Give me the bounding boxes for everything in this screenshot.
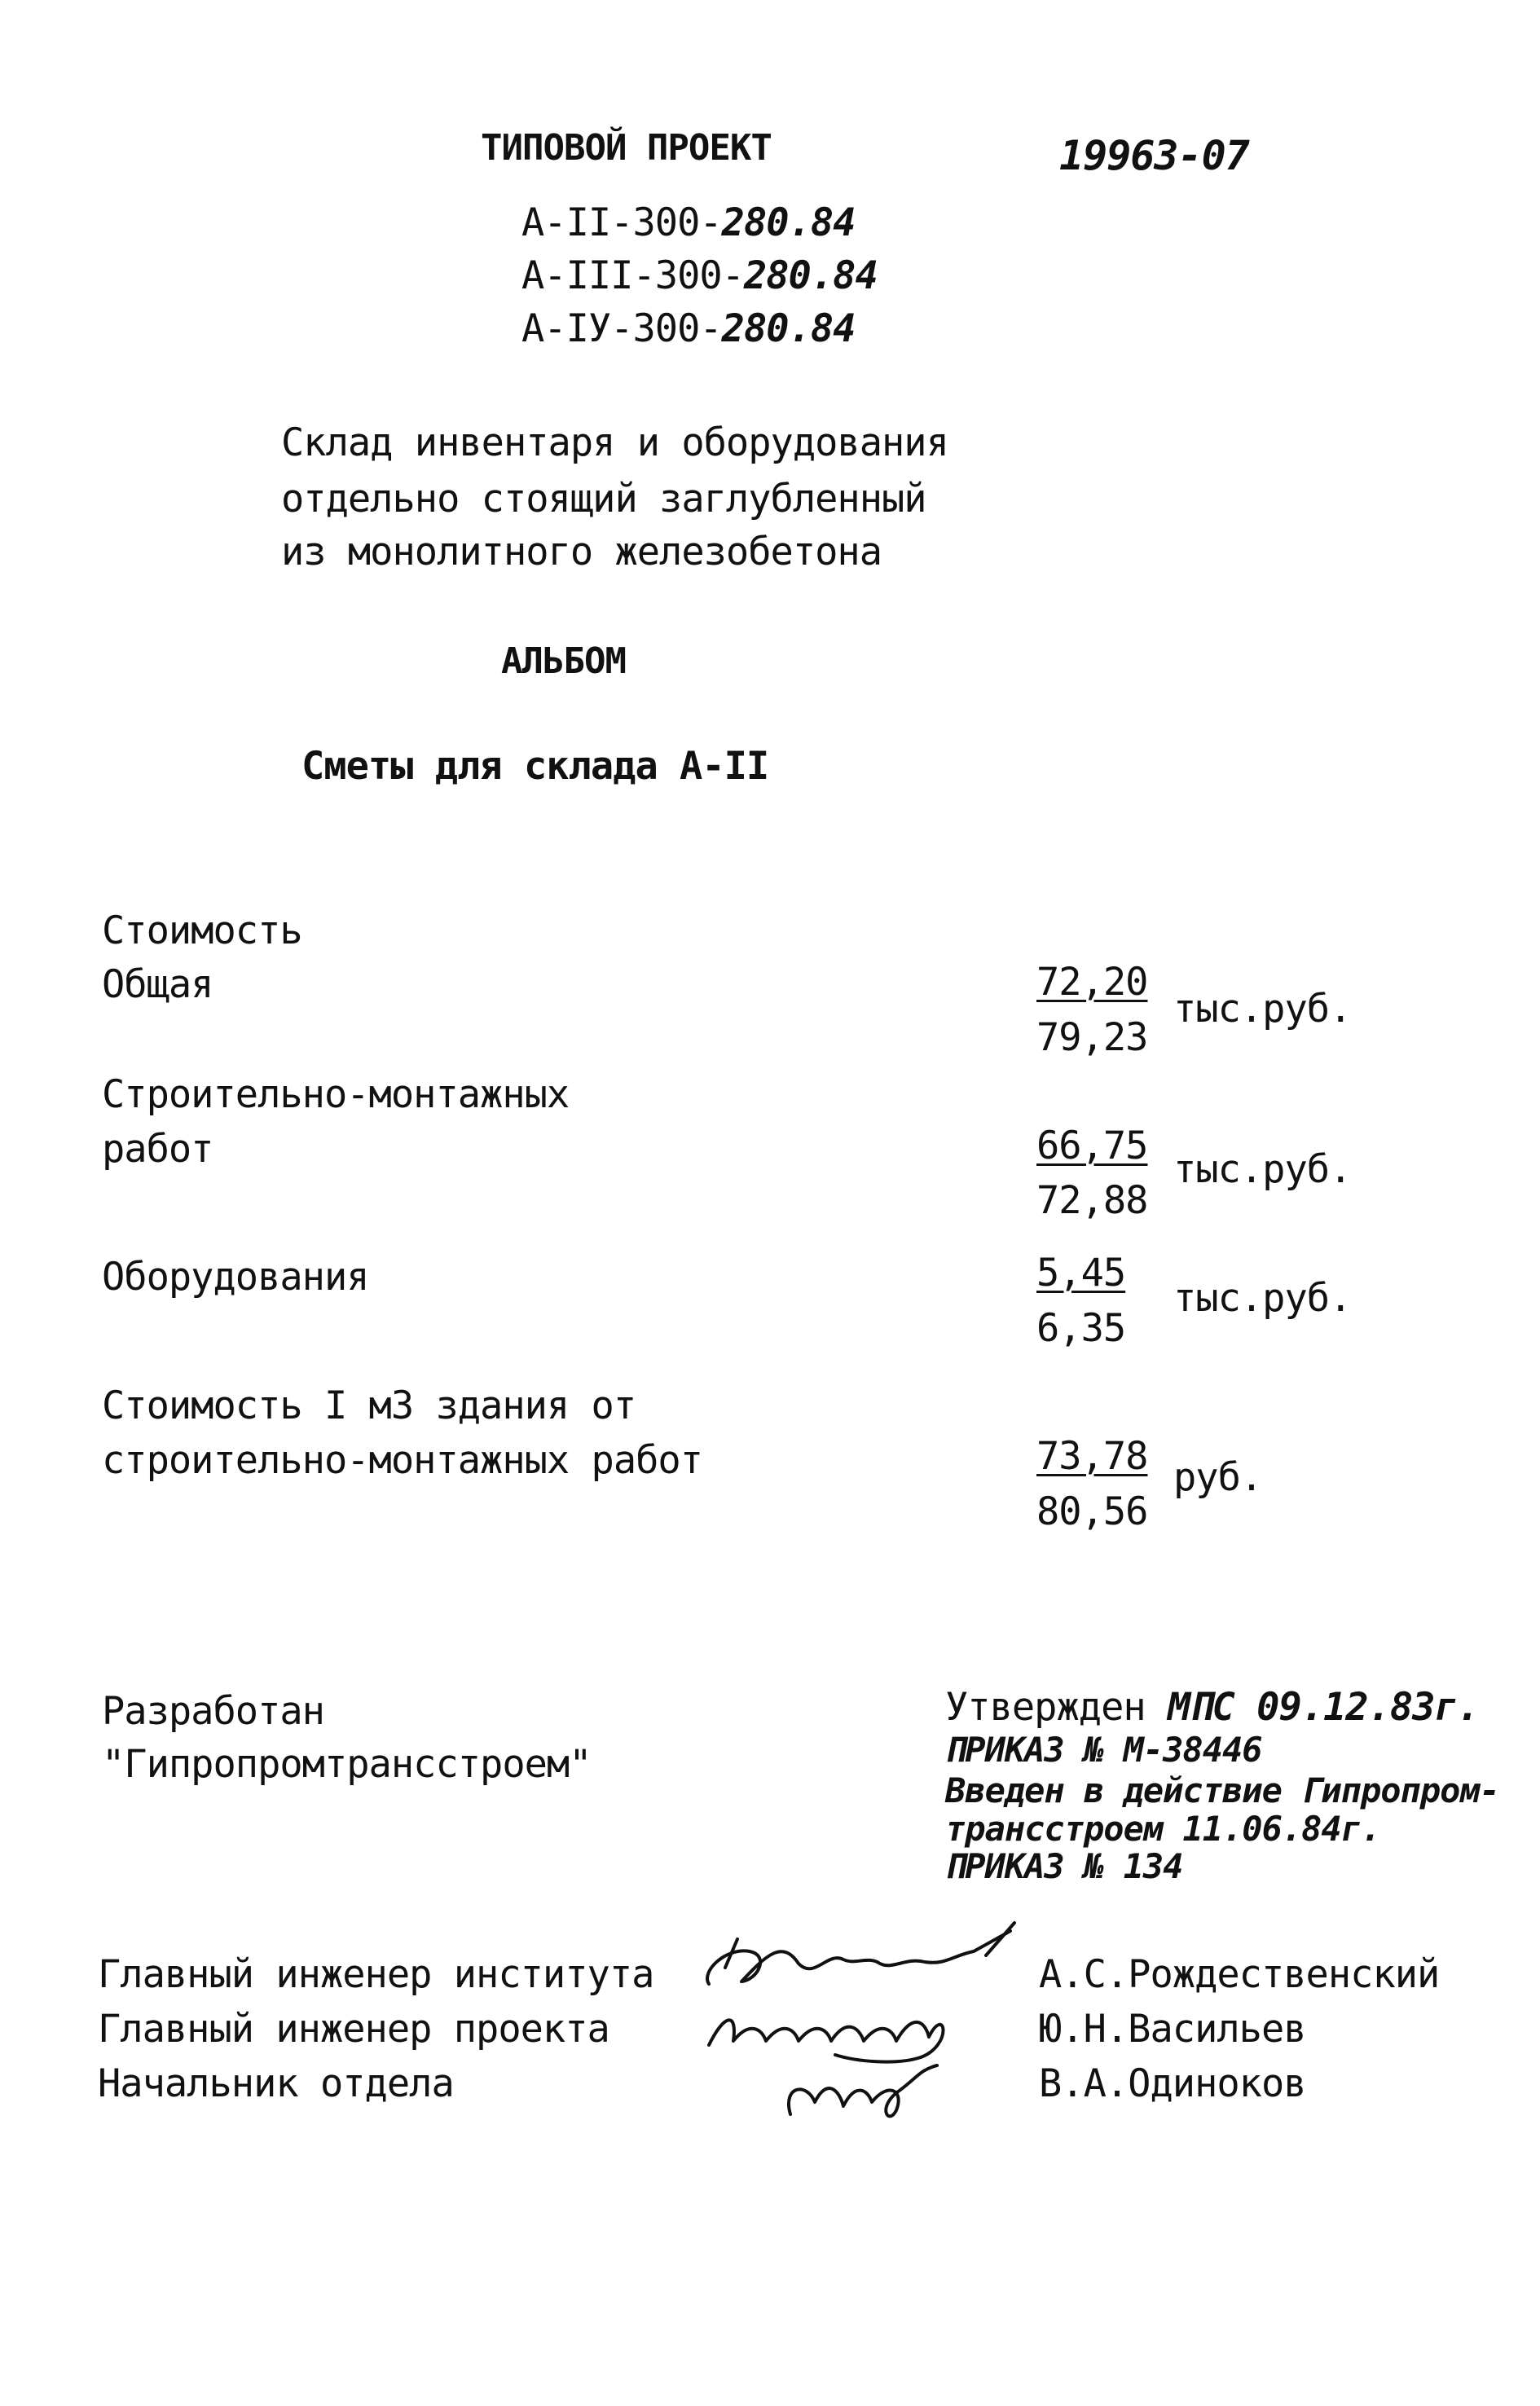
project-code [521,255,878,297]
project-code-suffix: 280.84 [721,200,856,245]
approval-line [945,1687,1479,1729]
project-code-prefix: А-IУ-300- [521,306,722,351]
approval-line: ПРИКАЗ № 134 [945,1846,1183,1886]
project-code-prefix: А-III-300- [521,253,744,298]
cost-heading: Стоимость [102,908,302,953]
cost-label: работ [102,1127,213,1172]
developer-label: Разработан [102,1689,324,1734]
description-line: отдельно стоящий заглубленный [281,477,926,521]
signatory-position: Главный инженер института [98,1952,654,1997]
project-code [521,202,855,244]
cost-denominator: 72,88 [1036,1178,1148,1223]
description-line: Склад инвентаря и оборудования [281,420,948,465]
cost-label: Общая [102,962,213,1007]
cost-label: строительно-монтажных работ [102,1438,703,1483]
approval-line: Введен в действие Гипропром- [945,1770,1500,1810]
cost-label: Строительно-монтажных [102,1072,570,1117]
signatory-position: Главный инженер проекта [98,2007,609,2052]
cost-denominator: 79,23 [1036,1015,1148,1060]
cost-label: Оборудования [102,1255,369,1300]
approval-line: трансстроем 11.06.84г. [945,1809,1381,1849]
cost-numerator: 72,20 [1036,960,1148,1005]
cost-denominator: 6,35 [1036,1306,1126,1351]
developer-name: "Гипропромтрансстроем" [102,1742,592,1787]
cost-label: Стоимость I м3 здания от [102,1383,636,1428]
cost-unit: тыс.руб. [1173,1147,1352,1192]
signatory-name: Ю.Н.Васильев [1039,2007,1306,2052]
cost-unit: тыс.руб. [1173,1276,1352,1321]
project-code-prefix: А-II-300- [521,200,722,245]
project-code-suffix: 280.84 [743,253,878,298]
signatory-position: Начальник отдела [98,2061,454,2106]
cost-unit: руб. [1173,1455,1263,1500]
signatory-name: В.А.Одиноков [1039,2061,1306,2106]
cost-numerator: 66,75 [1036,1124,1148,1168]
approval-label: Утвержден [945,1685,1146,1730]
approval-line: ПРИКАЗ № М-38446 [945,1730,1262,1770]
signatures-image [693,1907,1035,2135]
cost-unit: тыс.руб. [1173,987,1352,1031]
description-line: из монолитного железобетона [281,530,882,574]
cost-numerator: 5,45 [1036,1251,1126,1295]
document-title: ТИПОВОЙ ПРОЕКТ [481,127,772,169]
album-subtitle: Сметы для склада А-II [301,744,769,789]
album-label: АЛЬБОМ [501,640,626,682]
signatory-name: А.С.Рождественский [1039,1952,1440,1997]
document-number: 19963-07 [1059,132,1249,179]
approval-value: МПС 09.12.83г. [1167,1685,1480,1730]
project-code [521,308,855,350]
cost-numerator: 73,78 [1036,1434,1148,1479]
project-code-suffix: 280.84 [721,306,856,351]
cost-denominator: 80,56 [1036,1489,1148,1534]
